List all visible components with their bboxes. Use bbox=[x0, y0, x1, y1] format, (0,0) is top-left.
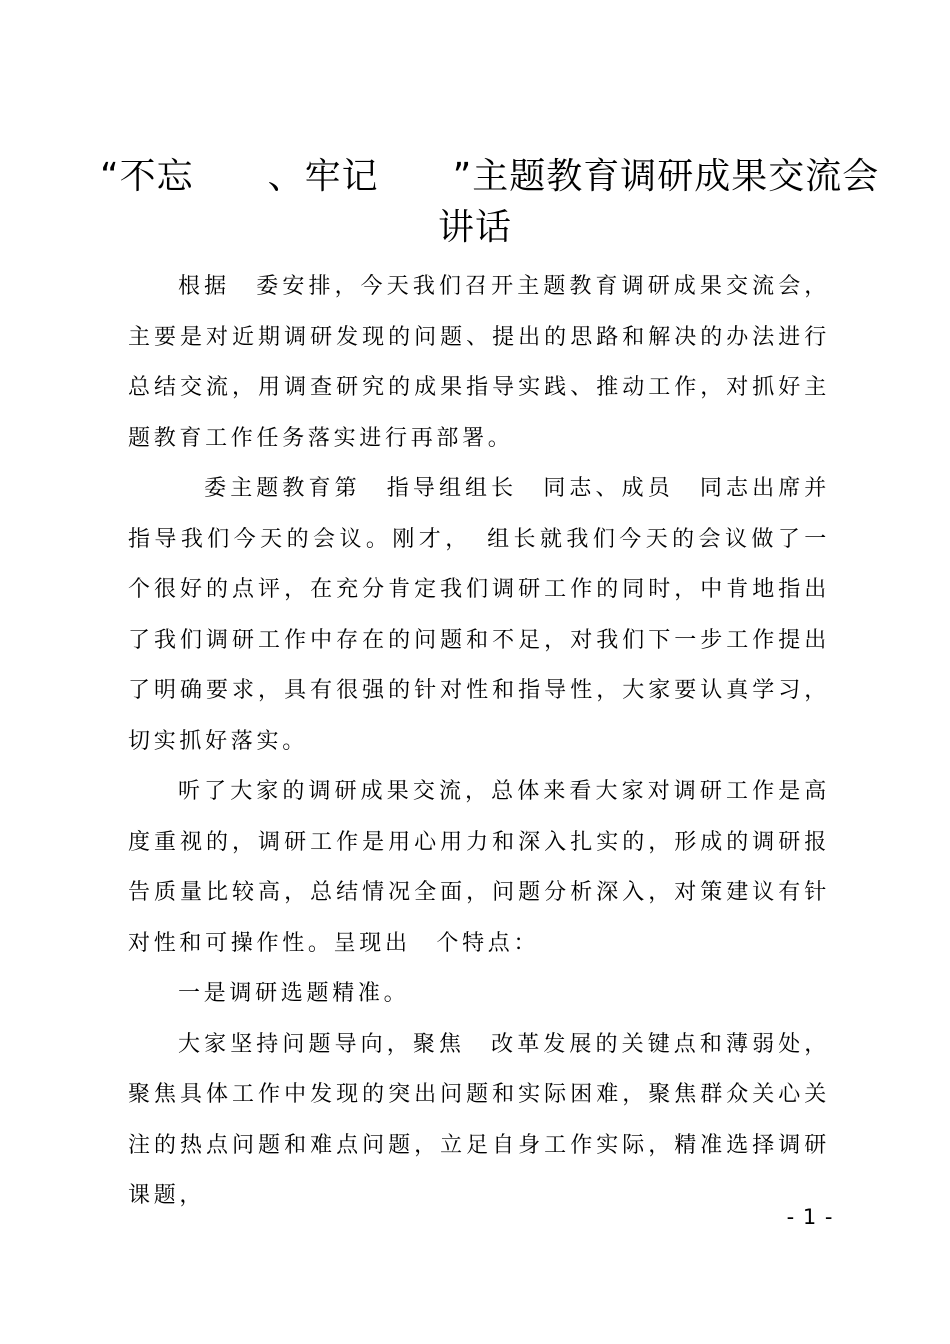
document-body bbox=[128, 262, 830, 1222]
page-number: - 1 - bbox=[786, 1205, 834, 1229]
paragraph-2: 委主题教育第 指导组组长 同志、成员 同志出席并指导我们今天的会议。刚才， 组长就我们今天的会议做了一个很好的点评，在充分肯定我们调研工作的同时，中肯地指出了我们调研工作中存在的问题和不足，对我们下一步工作提出了明确要求，具有很强的针对性和指导性，大家要认真学习，切实抓好落实。 bbox=[128, 476, 830, 754]
paragraph-1: 根据 委安排，今天我们召开主题教育调研成果交流会，主要是对近期调研发现的问题、提出的思路和解决的办法进行总结交流，用调查研究的成果指导实践、推动工作，对抓好主题教育工作任务落实进行再部署。 bbox=[128, 274, 830, 451]
paragraph-4: 一是调研选题精准。 bbox=[178, 981, 410, 1006]
paragraph-3: 听了大家的调研成果交流，总体来看大家对调研工作是高度重视的，调研工作是用心用力和深入扎实的，形成的调研报告质量比较高，总结情况全面，问题分析深入，对策建议有针对性和可操作性。呈现出 个特点： bbox=[128, 779, 830, 956]
document-title-line-1: “不忘 、牢记 ”主题教育调研成果交流会 bbox=[100, 156, 880, 197]
paragraph-5: 大家坚持问题导向，聚焦 改革发展的关键点和薄弱处，聚焦具体工作中发现的突出问题和实际困难，聚焦群众关心关注的热点问题和难点问题，立足自身工作实际，精准选择调研课题， bbox=[128, 1031, 830, 1208]
document-title-line-2: 讲话 bbox=[437, 207, 512, 248]
